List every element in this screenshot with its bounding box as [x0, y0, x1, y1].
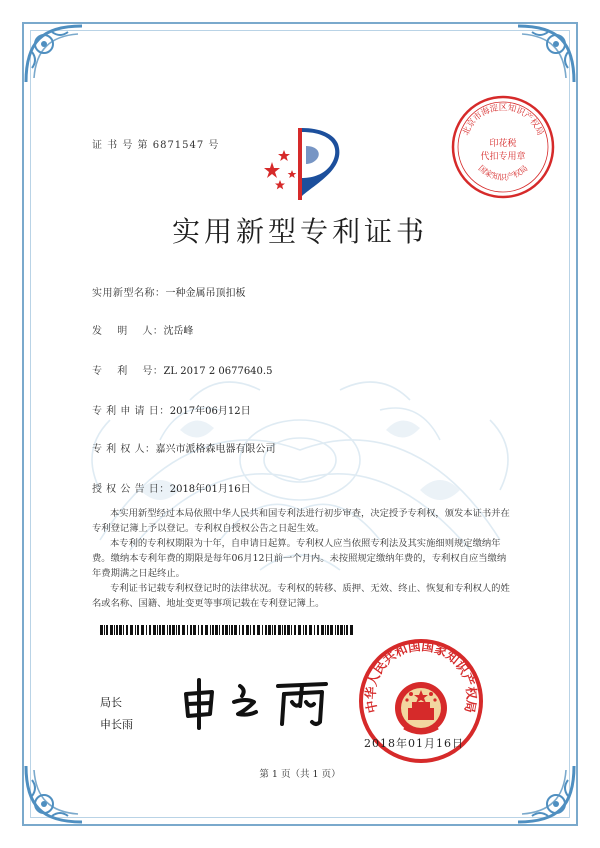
certificate-number: 证 书 号 第 6871547 号 — [92, 140, 220, 151]
agent-seal-top-text: 北京市海淀区知识产权局 — [461, 103, 545, 138]
corner-ornament-top-left — [22, 22, 94, 94]
corner-ornament-top-right — [506, 22, 578, 94]
agent-seal-bottom-text: 国家知识产权局 — [476, 163, 530, 182]
official-seal-text: 中华人民共和国国家知识产权局 — [362, 638, 480, 715]
paragraph-legal-status: 专利证书记载专利权登记时的法律状况。专利权的转移、质押、无效、终止、恢复和专利权人的姓名或名称、国籍、地址变更等事项记载在专利登记簿上。 — [92, 583, 510, 609]
issue-date: 2018年01月16日 — [364, 737, 464, 750]
field-patent-number: 专 利 号：ZL 2017 2 0677640.5 — [92, 366, 273, 377]
director-signature-image — [178, 672, 338, 732]
page-number: 第 1 页（共 1 页） — [259, 769, 341, 780]
field-application-date: 专 利 申 请 日：2017年06月12日 — [92, 406, 251, 417]
cnipa-logo-icon — [258, 122, 348, 204]
field-inventor: 发 明 人：沈岳峰 — [92, 326, 194, 337]
paragraph-examination: 本实用新型经过本局依照中华人民共和国专利法进行初步审查，决定授予专利权，颁发本证书并在专利登记簿上予以登记。专利权自授权公告之日起生效。 — [92, 508, 510, 534]
agent-seal-line2: 代扣专用章 — [480, 152, 526, 162]
field-utility-model-name: 实用新型名称：一种金属吊顶扣板 — [92, 288, 246, 299]
paragraph-term: 本专利的专利权期限为十年，自申请日起算。专利权人应当依照专利法及其实施细则规定缴纳年费。缴纳本专利年费的期限是每年06月12日前一个月内。未按照规定缴纳年费的，专利权自应当缴纳年费期满之日起终止。 — [92, 538, 507, 579]
tax-agent-seal — [448, 92, 558, 202]
certificate-body — [92, 506, 512, 611]
corner-ornament-bottom-right — [506, 754, 578, 826]
national-emblem-icon — [395, 682, 447, 734]
field-grant-announcement-date: 授 权 公 告 日：2018年01月16日 — [92, 484, 251, 495]
director-name: 申长雨 — [100, 718, 133, 731]
field-patentee: 专 利 权 人：嘉兴市派格森电器有限公司 — [92, 444, 276, 455]
corner-ornament-bottom-left — [22, 754, 94, 826]
barcode — [100, 625, 355, 635]
agent-seal-line1: 印花税 — [489, 139, 517, 149]
director-title: 局长 — [100, 696, 122, 709]
certificate-title: 实用新型专利证书 — [171, 215, 428, 248]
